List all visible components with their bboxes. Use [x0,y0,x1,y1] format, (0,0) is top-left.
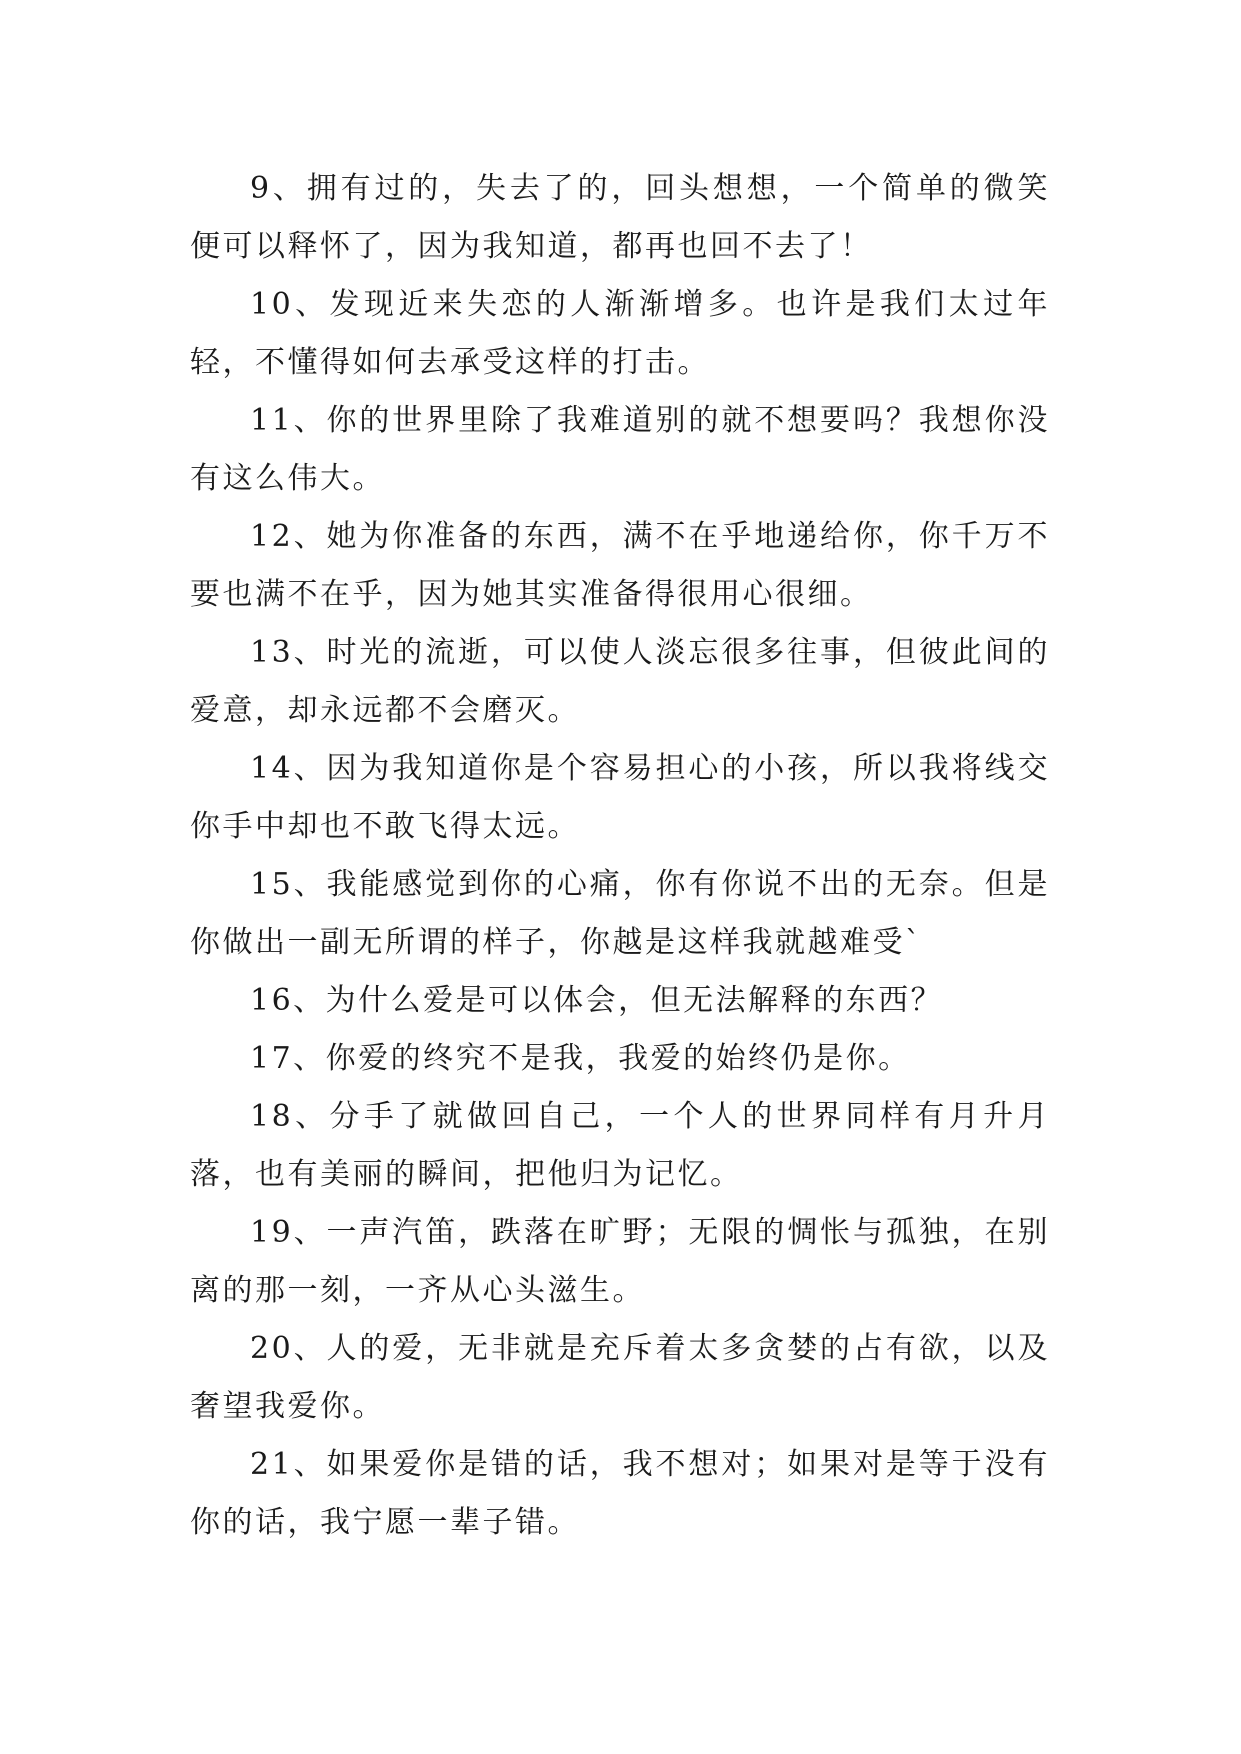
paragraph-14: 14、因为我知道你是个容易担心的小孩，所以我将线交你手中却也不敢飞得太远。 [190,751,1050,844]
paragraph-15: 15、我能感觉到你的心痛，你有你说不出的无奈。但是你做出一副无所谓的样子，你越是这样我就越难受` [190,867,1050,960]
paragraph-10: 10、发现近来失恋的人渐渐增多。也许是我们太过年轻，不懂得如何去承受这样的打击。 [190,287,1050,380]
document-body [190,160,1050,1552]
paragraph-17: 17、你爱的终究不是我，我爱的始终仍是你。 [250,1041,911,1076]
paragraph-20: 20、人的爱，无非就是充斥着太多贪婪的占有欲，以及奢望我爱你。 [190,1331,1050,1424]
paragraph-18: 18、分手了就做回自己，一个人的世界同样有月升月落，也有美丽的瞬间，把他归为记忆。 [190,1099,1050,1192]
paragraph-9: 9、拥有过的，失去了的，回头想想，一个简单的微笑便可以释怀了，因为我知道，都再也回不去了！ [190,171,1050,264]
paragraph-16: 16、为什么爱是可以体会，但无法解释的东西？ [250,983,944,1018]
paragraph-12: 12、她为你准备的东西，满不在乎地递给你，你千万不要也满不在乎，因为她其实准备得很用心很细。 [190,519,1050,612]
paragraph-19: 19、一声汽笛，跌落在旷野；无限的惆怅与孤独，在别离的那一刻，一齐从心头滋生。 [190,1215,1050,1308]
paragraph-21: 21、如果爱你是错的话，我不想对；如果对是等于没有你的话，我宁愿一辈子错。 [190,1447,1050,1540]
paragraph-13: 13、时光的流逝，可以使人淡忘很多往事，但彼此间的爱意，却永远都不会磨灭。 [190,635,1050,728]
paragraph-11: 11、你的世界里除了我难道别的就不想要吗？我想你没有这么伟大。 [190,403,1050,496]
